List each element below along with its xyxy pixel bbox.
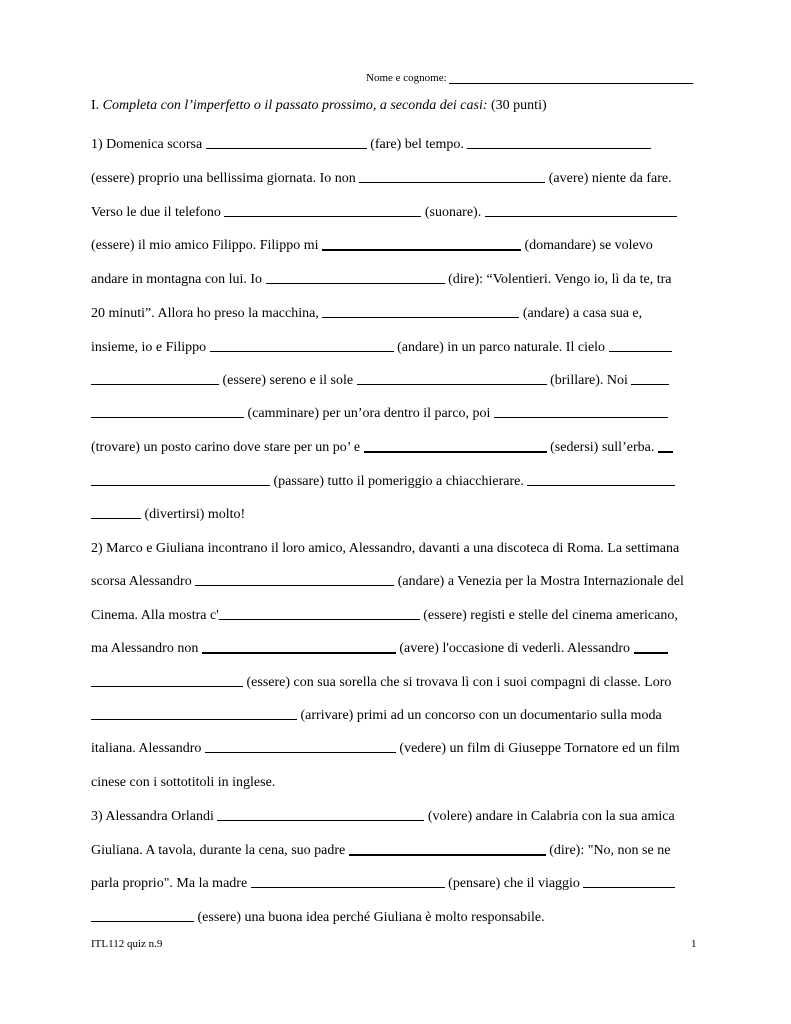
answer-blank[interactable] xyxy=(322,238,521,251)
instruction-text: Completa con l’imperfetto o il passato prossimo, a seconda dei casi: xyxy=(102,98,488,113)
exercise-line xyxy=(91,272,671,288)
text-segment: (arrivare) primi ad un concorso con un documentario sulla moda xyxy=(297,708,662,723)
text-segment: (sedersi) sull’erba. xyxy=(546,440,658,455)
course-footer: ITL112 quiz n.9 xyxy=(91,938,163,950)
exercise-line xyxy=(91,373,669,389)
text-segment: ma Alessandro non xyxy=(91,641,202,656)
text-segment: (essere) una buona idea perché Giuliana è molto responsabile. xyxy=(194,910,545,925)
answer-blank[interactable] xyxy=(631,373,669,385)
answer-blank[interactable] xyxy=(217,809,424,821)
text-segment: (brillare). Noi xyxy=(546,373,632,388)
text-segment: scorsa Alessandro xyxy=(91,574,196,589)
answer-blank[interactable] xyxy=(224,205,421,217)
answer-blank[interactable] xyxy=(658,440,673,453)
text-segment: andare in montagna con lui. Io xyxy=(91,272,266,287)
instruction-points: (30 punti) xyxy=(491,98,547,113)
answer-blank[interactable] xyxy=(583,876,675,888)
exercise-line xyxy=(91,306,642,322)
name-label: Nome e cognome: xyxy=(366,72,447,84)
page-number: 1 xyxy=(691,938,697,950)
name-input[interactable] xyxy=(449,72,693,84)
exercise-line xyxy=(91,406,668,422)
text-segment: cinese con i sottotitoli in inglese. xyxy=(91,775,276,790)
exercise-line xyxy=(91,741,680,757)
answer-blank[interactable] xyxy=(91,507,141,519)
text-segment: Verso le due il telefono xyxy=(91,205,225,220)
answer-blank[interactable] xyxy=(349,843,546,856)
exercise-line xyxy=(91,641,668,657)
text-segment: (essere) registi e stelle del cinema americano, xyxy=(419,608,678,623)
exercise-line xyxy=(91,340,672,356)
exercise-line xyxy=(91,541,679,557)
answer-blank[interactable] xyxy=(364,440,547,453)
answer-blank[interactable] xyxy=(91,474,270,486)
answer-blank[interactable] xyxy=(195,574,394,586)
text-segment: italiana. Alessandro xyxy=(91,741,205,756)
text-segment: (passare) tutto il pomeriggio a chiacchierare. xyxy=(270,474,528,489)
text-segment: 2) Marco e Giuliana incontrano il loro amico, Alessandro, davanti a una discoteca di Roma. La settimana xyxy=(91,541,680,556)
exercise-line xyxy=(91,171,672,187)
answer-blank[interactable] xyxy=(210,340,394,352)
answer-blank[interactable] xyxy=(357,373,547,385)
text-segment: (camminare) per un’ora dentro il parco, poi xyxy=(244,406,494,421)
answer-blank[interactable] xyxy=(205,741,396,753)
answer-blank[interactable] xyxy=(494,406,668,418)
exercise-line xyxy=(91,238,653,254)
exercise-line xyxy=(91,809,675,825)
answer-blank[interactable] xyxy=(91,373,219,385)
text-segment: 3) Alessandra Orlandi xyxy=(91,809,218,824)
exercise-line xyxy=(91,675,671,691)
exercise-line xyxy=(91,205,677,221)
answer-blank[interactable] xyxy=(91,406,244,418)
text-segment: (andare) a casa sua e, xyxy=(519,306,643,321)
text-segment: (fare) bel tempo. xyxy=(366,137,468,152)
exercise-line xyxy=(91,876,675,892)
text-segment: Cinema. Alla mostra c' xyxy=(91,608,219,623)
text-segment: (divertirsi) molto! xyxy=(141,507,246,522)
text-segment: (trovare) un posto carino dove stare per un po’ e xyxy=(91,440,364,455)
text-segment: insieme, io e Filippo xyxy=(91,340,210,355)
text-segment: (essere) proprio una bellissima giornata. Io non xyxy=(91,171,360,186)
text-segment: parla proprio". Ma la madre xyxy=(91,876,251,891)
answer-blank[interactable] xyxy=(467,137,651,149)
answer-blank[interactable] xyxy=(359,171,545,183)
text-segment: (vedere) un film di Giuseppe Tornatore ed un film xyxy=(395,741,680,756)
instruction xyxy=(91,98,547,114)
exercise-line xyxy=(91,708,662,724)
text-segment: (andare) a Venezia per la Mostra Internazionale del xyxy=(394,574,684,589)
answer-blank[interactable] xyxy=(485,205,677,217)
text-segment: (dire): “Volentieri. Vengo io, lì da te, tra xyxy=(444,272,672,287)
answer-blank[interactable] xyxy=(527,474,675,486)
answer-blank[interactable] xyxy=(219,608,420,620)
answer-blank[interactable] xyxy=(322,306,519,318)
exercise-line xyxy=(91,574,684,590)
exercise-line xyxy=(91,775,275,791)
answer-blank[interactable] xyxy=(634,641,668,654)
text-segment: Giuliana. A tavola, durante la cena, suo padre xyxy=(91,843,349,858)
answer-blank[interactable] xyxy=(202,641,396,654)
exercise-line xyxy=(91,507,245,523)
answer-blank[interactable] xyxy=(206,137,367,149)
text-segment: (essere) il mio amico Filippo. Filippo mi xyxy=(91,238,322,253)
exercise-line xyxy=(91,474,675,490)
exercise-line xyxy=(91,608,678,624)
text-segment: (avere) niente da fare. xyxy=(545,171,672,186)
exercise-line xyxy=(91,440,673,456)
answer-blank[interactable] xyxy=(251,876,445,888)
text-segment: (volere) andare in Calabria con la sua amica xyxy=(424,809,675,824)
text-segment: (essere) sereno e il sole xyxy=(219,373,357,388)
text-segment: (essere) con sua sorella che si trovava lì con i suoi compagni di classe. Loro xyxy=(243,675,672,690)
exercise-line xyxy=(91,910,545,926)
text-segment: 1) Domenica scorsa xyxy=(91,137,206,152)
text-segment: (andare) in un parco naturale. Il cielo xyxy=(393,340,609,355)
text-segment: 20 minuti”. Allora ho preso la macchina, xyxy=(91,306,323,321)
student-name-header xyxy=(366,72,693,84)
answer-blank[interactable] xyxy=(91,675,243,687)
instruction-number: I. xyxy=(91,98,100,113)
text-segment: (domandare) se volevo xyxy=(520,238,653,253)
text-segment: (pensare) che il viaggio xyxy=(444,876,584,891)
exercise-line xyxy=(91,843,670,859)
text-segment: (dire): "No, non se ne xyxy=(545,843,671,858)
answer-blank[interactable] xyxy=(91,910,194,922)
text-segment: (avere) l'occasione di vederli. Alessandro xyxy=(395,641,634,656)
answer-blank[interactable] xyxy=(91,708,297,720)
text-segment: (suonare). xyxy=(421,205,485,220)
answer-blank[interactable] xyxy=(266,272,445,284)
exercise-line xyxy=(91,137,651,153)
answer-blank[interactable] xyxy=(609,340,672,352)
